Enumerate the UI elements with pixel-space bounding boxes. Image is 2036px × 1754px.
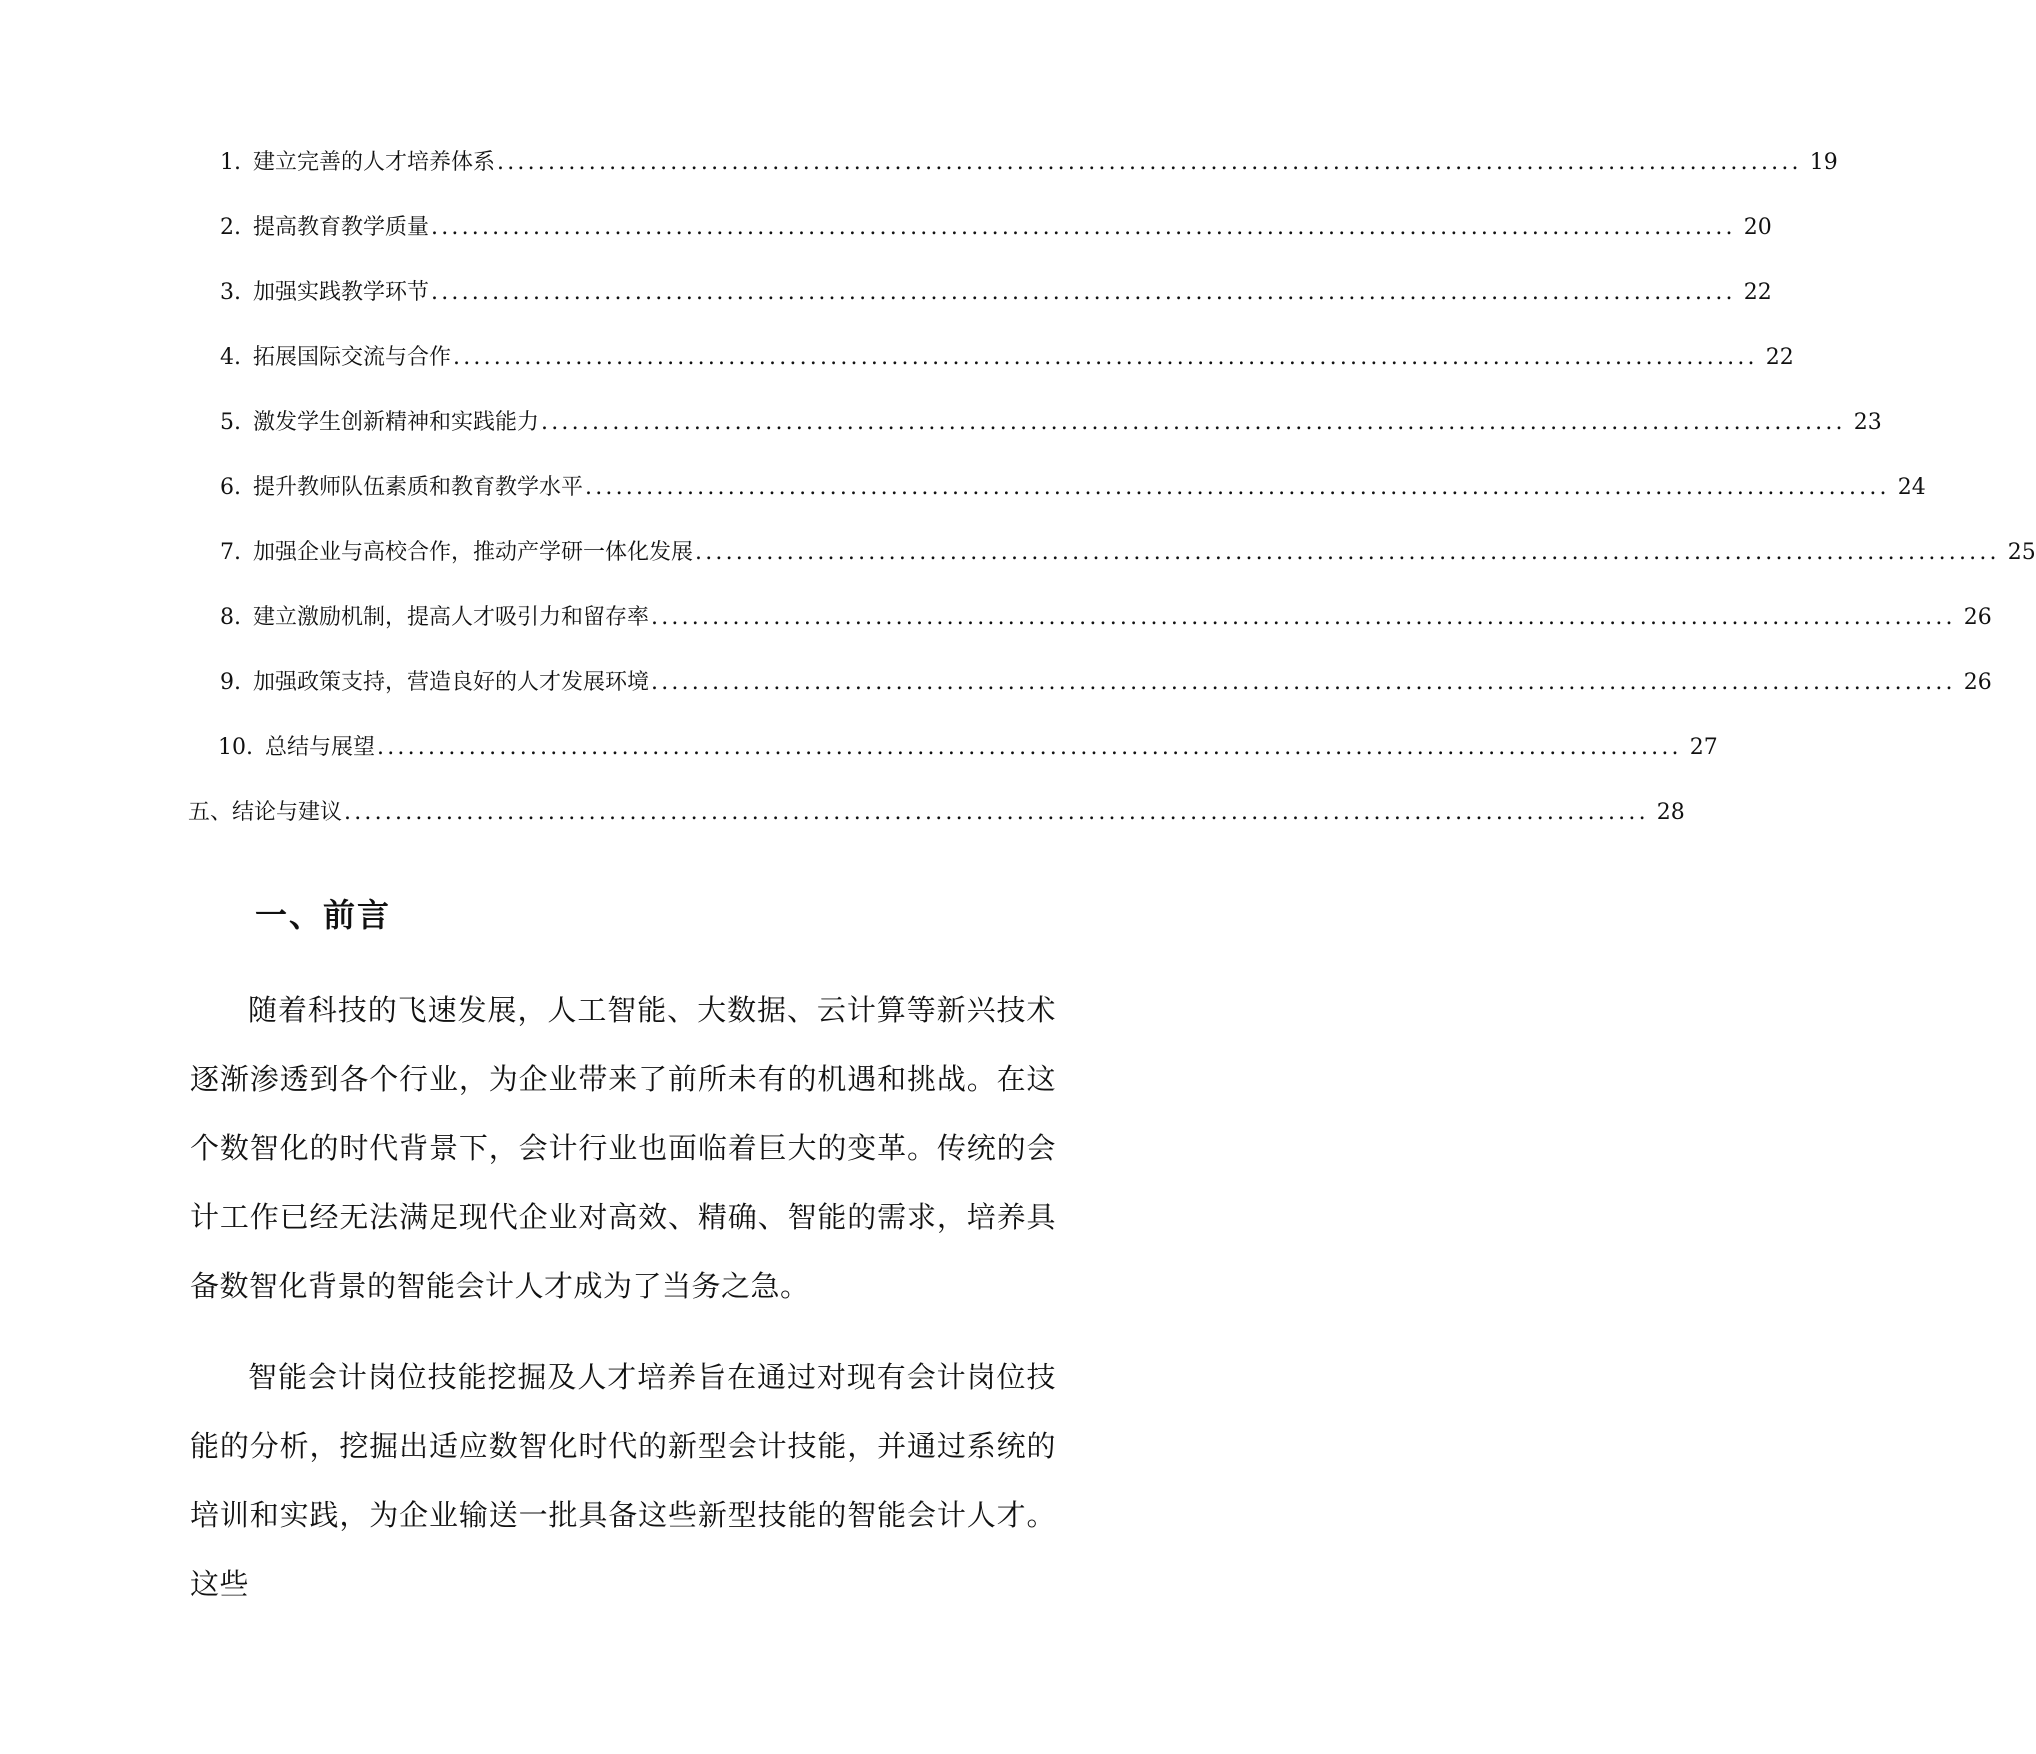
- toc-dot-leader: ................................................................................................................................: [453, 345, 1758, 370]
- toc-dot-leader: ................................................................................................................................: [541, 410, 1846, 435]
- toc-dot-leader: ................................................................................................................................: [431, 215, 1736, 240]
- toc-entry-title: 激发学生创新精神和实践能力: [253, 410, 540, 435]
- toc-entry-title: 建立完善的人才培养体系: [253, 150, 496, 175]
- toc-entry-page: 28: [1656, 800, 1685, 825]
- toc-dot-leader: ................................................................................................................................: [585, 475, 1890, 500]
- toc-dot-leader: ................................................................................................................................: [377, 735, 1682, 760]
- toc-entry-number: 2.: [220, 215, 241, 240]
- toc-entry-title: 加强政策支持，营造良好的人才发展环境: [253, 670, 650, 695]
- toc-entry-title: 提高教育教学质量: [253, 215, 430, 240]
- toc-entry-title: 提升教师队伍素质和教育教学水平: [253, 475, 584, 500]
- toc-entry[interactable]: [188, 278, 1772, 343]
- paragraph: 随着科技的飞速发展，人工智能、大数据、云计算等新兴技术逐渐渗透到各个行业，为企业带来了前所未有的机遇和挑战。在这个数智化的时代背景下，会计行业也面临着巨大的变革。传统的会计工作已经无法满足现代企业对高效、精确、智能的需求，培养具备数智化背景的智能会计人才成为了当务之急。: [190, 993, 1056, 1303]
- toc-dot-leader: ................................................................................................................................: [497, 150, 1802, 175]
- toc-entry[interactable]: [188, 148, 1838, 213]
- toc-entry-page: 27: [1689, 735, 1718, 760]
- toc-entry[interactable]: [188, 473, 1926, 538]
- toc-entry-number: 9.: [220, 670, 241, 695]
- toc-entry-page: 20: [1743, 215, 1772, 240]
- toc-entry-page: 19: [1809, 150, 1838, 175]
- toc-entry-title: 拓展国际交流与合作: [253, 345, 452, 370]
- paragraph: 智能会计岗位技能挖掘及人才培养旨在通过对现有会计岗位技能的分析，挖掘出适应数智化时代的新型会计技能，并通过系统的培训和实践，为企业输送一批具备这些新型技能的智能会计人才。这些: [190, 1360, 1056, 1601]
- toc-entry-number: 8.: [220, 605, 241, 630]
- toc-entry-number: 5.: [220, 410, 241, 435]
- toc-entry-number: 4.: [220, 345, 241, 370]
- toc-entry-title: 加强企业与高校合作，推动产学研一体化发展: [253, 540, 694, 565]
- toc-entry-number: 五、: [188, 800, 233, 825]
- table-of-contents: [188, 148, 2036, 863]
- toc-entry[interactable]: [188, 798, 1685, 863]
- toc-entry-page: 22: [1743, 280, 1772, 305]
- toc-entry[interactable]: [188, 213, 1772, 278]
- toc-entry[interactable]: [188, 733, 1718, 798]
- toc-entry-page: 26: [1963, 670, 1992, 695]
- toc-entry[interactable]: [188, 538, 2036, 603]
- toc-entry[interactable]: [188, 408, 1882, 473]
- toc-dot-leader: ................................................................................................................................: [431, 280, 1736, 305]
- toc-entry[interactable]: [188, 668, 1992, 733]
- toc-entry[interactable]: [188, 343, 1794, 408]
- body-text: [190, 976, 1056, 1641]
- toc-entry-number: 6.: [220, 475, 241, 500]
- toc-entry-title: 加强实践教学环节: [253, 280, 430, 305]
- toc-entry-page: 23: [1853, 410, 1882, 435]
- toc-dot-leader: ................................................................................................................................: [651, 670, 1956, 695]
- toc-entry-number: 3.: [220, 280, 241, 305]
- toc-dot-leader: ................................................................................................................................: [651, 605, 1956, 630]
- toc-entry[interactable]: [188, 603, 1992, 668]
- toc-entry-page: 22: [1765, 345, 1794, 370]
- toc-entry-title: 总结与展望: [265, 735, 376, 760]
- toc-dot-leader: ................................................................................................................................: [344, 800, 1649, 825]
- toc-dot-leader: ................................................................................................................................: [695, 540, 2000, 565]
- toc-entry-title: 建立激励机制，提高人才吸引力和留存率: [253, 605, 650, 630]
- toc-entry-number: 7.: [220, 540, 241, 565]
- toc-entry-page: 24: [1897, 475, 1926, 500]
- toc-entry-number: 1.: [220, 150, 241, 175]
- toc-entry-number: 10.: [218, 735, 253, 760]
- toc-entry-page: 26: [1963, 605, 1992, 630]
- toc-entry-title: 结论与建议: [232, 800, 343, 825]
- section-heading: 一、前言: [255, 896, 392, 934]
- toc-entry-page: 25: [2007, 540, 2036, 565]
